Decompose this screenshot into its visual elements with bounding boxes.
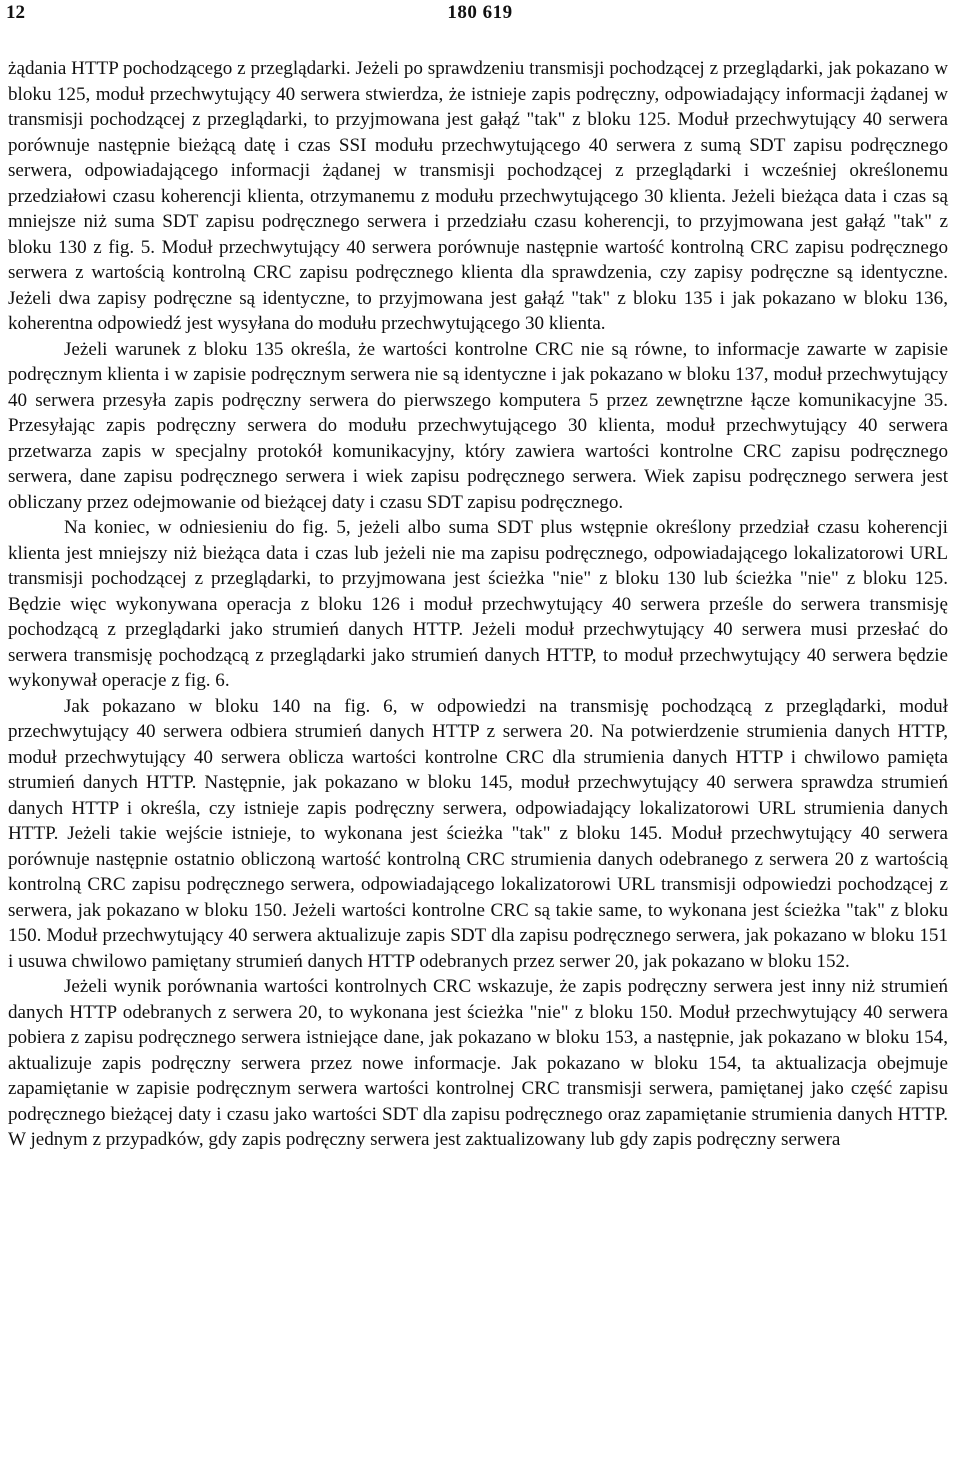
paragraph: Jak pokazano w bloku 140 na fig. 6, w odpowiedzi na transmisję pochodzącą z przeglądarki, moduł przechwytujący 40 serwera odbiera strumień danych HTTP z serwera 20. Na potwierdzenie strumienia danych HTTP, moduł przechwytujący 40 serwera oblicza wartości kontrolne CRC dla strumienia danych HTTP i chwilowo pamięta strumień danych HTTP. Następnie, jak pokazano w bloku 145, moduł przechwytujący 40 serwera sprawdza strumień danych HTTP i określa, czy istnieje zapis podręczny serwera, odpowiadający lokalizatorowi URL strumienia danych HTTP. Jeżeli takie wejście istnieje, to wykonana jest ścieżka "tak" z bloku 145. Moduł przechwytujący 40 serwera porównuje następnie ostatnio obliczoną wartość kontrolną CRC strumienia danych odebranego z serwera 20 z wartością kontrolną CRC zapisu podręcznego serwera, odpowiadającego lokalizatorowi URL transmisji odpowiedzi pochodzącej z serwera, jak pokazano w bloku 150. Jeżeli wartości kontrolne CRC są takie same, to wykonana jest ścieżka "tak" z bloku 150. Moduł przechwytujący 40 serwera aktualizuje zapis SDT dla zapisu podręcznego serwera, jak pokazano w bloku 151 i usuwa chwilowo pamiętany strumień danych HTTP odebranych przez serwer 20, jak pokazano w bloku 152. <box>8 695 948 972</box>
paragraph: Jeżeli wynik porównania wartości kontrolnych CRC wskazuje, że zapis podręczny serwera jest inny niż strumień danych HTTP odebranych z serwera 20, to wykonana jest ścieżka "nie" z bloku 150. Moduł przechwytujący 40 serwera pobiera z zapisu podręcznego serwera istniejące dane, jak pokazano w bloku 153, a następnie, jak pokazano w bloku 154, aktualizuje zapis podręczny serwera przez nowe informacje. Jak pokazano w bloku 154, ta aktualizacja obejmuje zapamiętanie w zapisie podręcznym serwera wartości kontrolnej CRC transmisji serwera, pamiętanej jako część zapisu podręcznego bieżącej daty i czasu jako wartości SDT dla zapisu podręcznego oraz zapamiętanie strumienia danych HTTP. W jednym z przypadków, gdy zapis podręczny serwera jest zaktualizowany lub gdy zapis podręczny serwera <box>8 976 948 1150</box>
paragraph: Na koniec, w odniesieniu do fig. 5, jeżeli albo suma SDT plus wstępnie określony przedział czasu koherencji klienta jest mniejszy niż bieżąca data i czas lub jeżeli nie ma zapisu podręcznego, odpowiadającego lokalizatorowi URL transmisji pochodzącej z przeglądarki, to przyjmowana jest ścieżka "nie" z bloku 130 lub ścieżka "nie" z bloku 125. Będzie więc wykonywana operacja z bloku 126 i moduł przechwytujący 40 serwera prześle do serwera transmisję pochodzącą z przeglądarki jako strumień danych HTTP. Jeżeli moduł przechwytujący 40 serwera musi przesłać do serwera transmisję pochodzącą z przeglądarki jako strumień danych HTTP, to moduł przechwytujący 40 serwera będzie wykonywał operacje z fig. 6. <box>8 517 948 691</box>
paragraph: żądania HTTP pochodzącego z przeglądarki. Jeżeli po sprawdzeniu transmisji pochodzącej z przeglądarki, jak pokazano w bloku 125, moduł przechwytujący 40 serwera stwierdza, że istnieje zapis podręczny, odpowiadający informacji żądanej w transmisji pochodzącej z przeglądarki, to przyjmowana jest gałąź "tak" z bloku 125. Moduł przechwytujący 40 serwera porównuje następnie bieżącą datę i czas SSI modułu przechwytującego 40 serwera z sumą SDT zapisu podręcznego serwera, odpowiadającego informacji żądanej w transmisji pochodzącej z przeglądarki i wcześniej określonemu przedziałowi czasu koherencji klienta, otrzymanemu z modułu przechwytującego 30 klienta. Jeżeli bieżąca data i czas są mniejsze niż suma SDT zapisu podręcznego serwera i przedziału czasu koherencji, to przyjmowana jest gałąź "tak" z bloku 130 z fig. 5. Moduł przechwytujący 40 serwera porównuje następnie wartość kontrolną CRC zapisu podręcznego serwera z wartością kontrolną CRC zapisu podręcznego klienta dla sprawdzenia, czy zapisy podręczne są identyczne. Jeżeli dwa zapisy podręczne są identyczne, to przyjmowana jest gałąź "tak" z bloku 135 i jak pokazano w bloku 136, koherentna odpowiedź jest wysyłana do modułu przechwytującego 30 klienta. <box>8 58 948 334</box>
page-header <box>0 2 960 26</box>
patent-number: 180 619 <box>447 2 513 23</box>
paragraph: Jeżeli warunek z bloku 135 określa, że wartości kontrolne CRC nie są równe, to informacje zawarte w zapisie podręcznym klienta i w zapisie podręcznym serwera nie są identyczne i jak pokazano w bloku 137, moduł przechwytujący 40 serwera przesyła zapis podręczny serwera do pierwszego komputera 5 przez zewnętrzne łącze komunikacyjne 35. Przesyłając zapis podręczny serwera do modułu przechwytującego 30 klienta, moduł przechwytujący 40 serwera przetwarza zapis w specjalny protokół komunikacyjny, który zawiera wartości kontrolne CRC zapisu podręcznego serwera, dane zapisu podręcznego serwera i wiek zapisu podręcznego serwera. Wiek zapisu podręcznego serwera jest obliczany przez odejmowanie od bieżącej daty i czasu SDT zapisu podręcznego. <box>8 338 948 513</box>
page-number: 12 <box>6 2 25 23</box>
body-text <box>8 56 948 1153</box>
